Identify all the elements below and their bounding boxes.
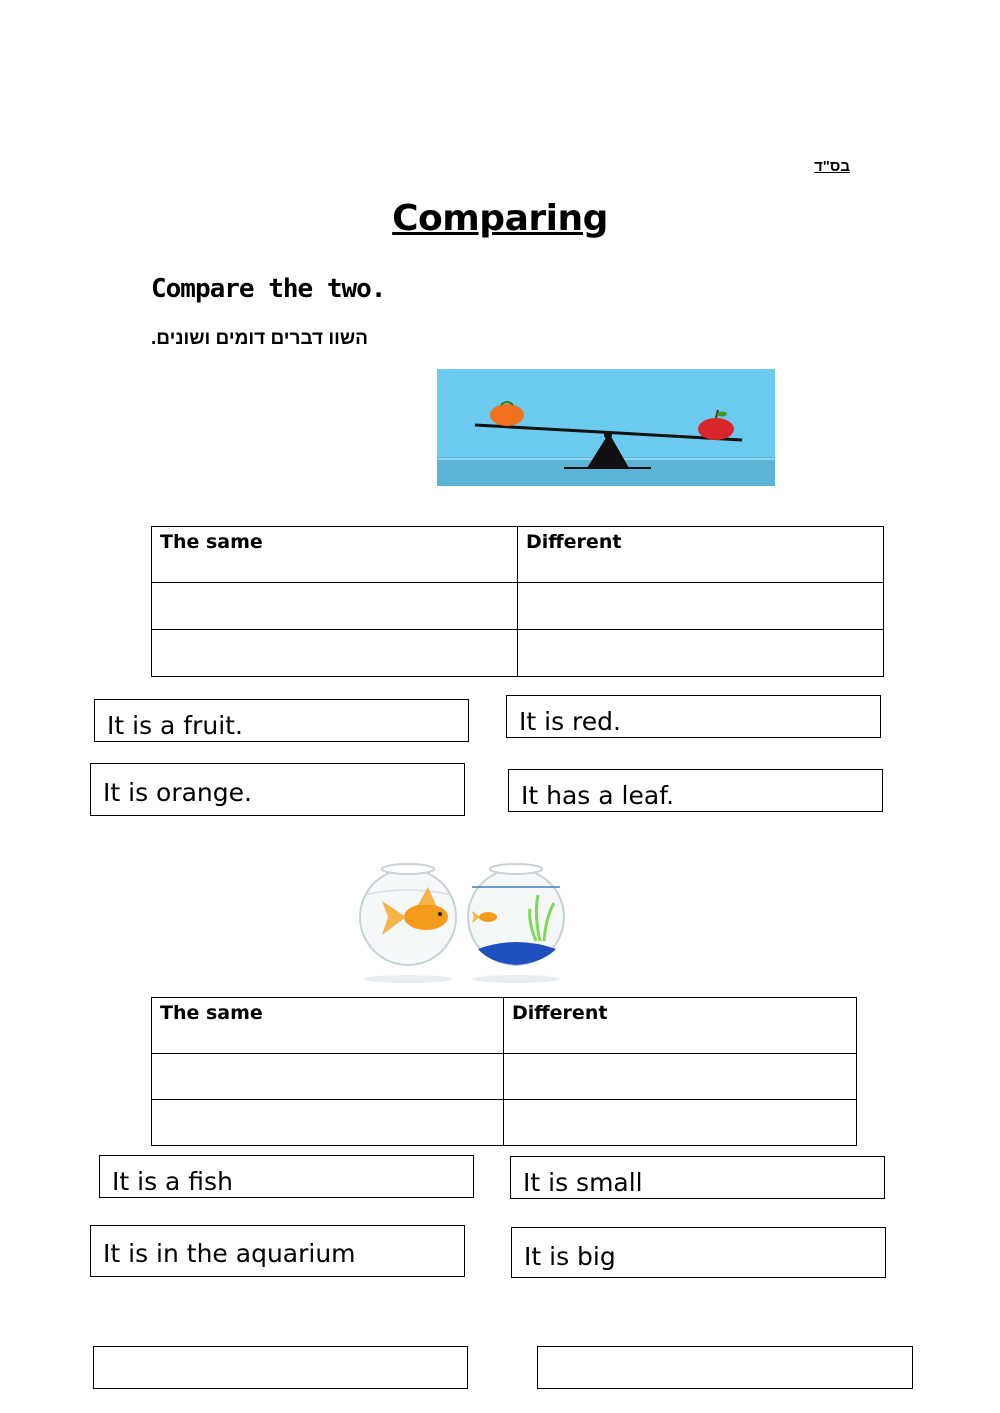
- fishbowls-image: [352, 855, 577, 985]
- answer-card[interactable]: It is big: [511, 1227, 886, 1278]
- table-cell[interactable]: [152, 583, 518, 630]
- bsd-header: בס"ד: [814, 158, 850, 175]
- answer-card[interactable]: It has a leaf.: [508, 769, 883, 812]
- small-fishbowl-icon: [468, 864, 564, 965]
- comparison-table-2: [151, 997, 857, 1146]
- table-cell[interactable]: [518, 630, 884, 677]
- answer-card[interactable]: It is small: [510, 1156, 885, 1199]
- answer-card[interactable]: It is red.: [506, 695, 881, 738]
- instruction-english: Compare the two.: [151, 274, 386, 304]
- instruction-hebrew: השוו דברים דומים ושונים.: [151, 328, 368, 349]
- answer-card[interactable]: It is in the aquarium: [90, 1225, 465, 1277]
- table-header-same: The same: [152, 998, 504, 1054]
- seesaw-scale-image: [437, 369, 775, 486]
- table-cell[interactable]: [504, 1100, 857, 1146]
- table-header-different: Different: [504, 998, 857, 1054]
- empty-answer-box[interactable]: [537, 1346, 913, 1389]
- table-header-same: The same: [152, 527, 518, 583]
- empty-answer-box[interactable]: [93, 1346, 468, 1389]
- answer-card[interactable]: It is a fish: [99, 1155, 474, 1198]
- answer-card[interactable]: It is orange.: [90, 763, 465, 816]
- answer-card[interactable]: It is a fruit.: [94, 699, 469, 742]
- table-header-different: Different: [518, 527, 884, 583]
- table-cell[interactable]: [152, 1054, 504, 1100]
- table-cell[interactable]: [504, 1054, 857, 1100]
- table-cell[interactable]: [152, 630, 518, 677]
- comparison-table-1: [151, 526, 884, 677]
- table-cell[interactable]: [518, 583, 884, 630]
- big-fishbowl-icon: [360, 864, 456, 965]
- page-title: Comparing: [392, 198, 608, 239]
- table-cell[interactable]: [152, 1100, 504, 1146]
